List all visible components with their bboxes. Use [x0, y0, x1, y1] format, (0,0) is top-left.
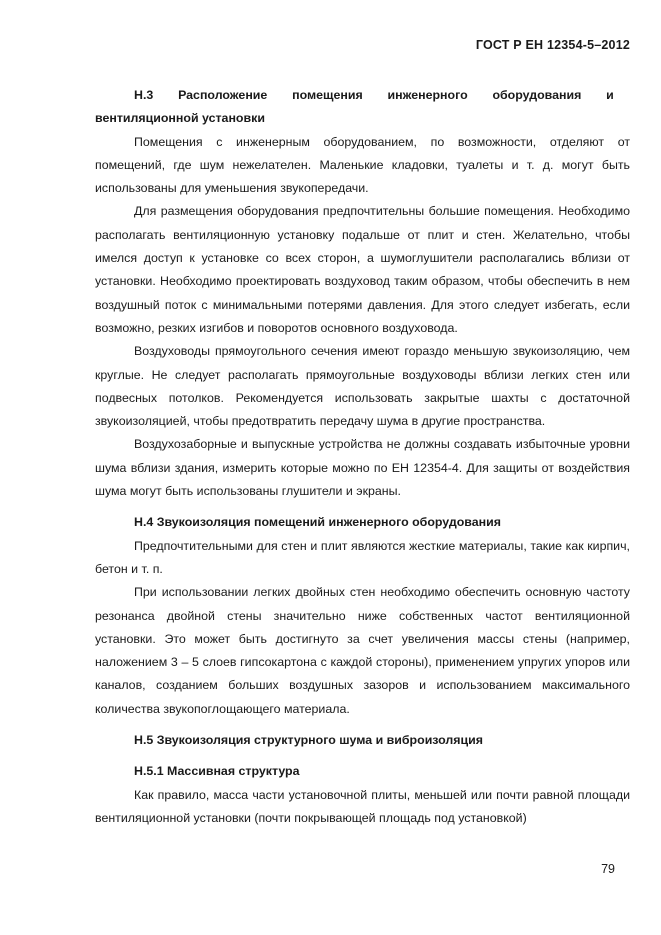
paragraph: Воздуховоды прямоугольного сечения имеют гораздо меньшую звукоизоляцию, чем круглые. Не следует располагать прямоугольные воздуховоды вблизи легких стен или подвесных потолков. Рекомендуется использовать закрытые шахты с достаточной звукоизоляцией, чтобы предотвратить передачу шума в другие пространства.	[95, 344, 630, 429]
paragraph: Помещения с инженерным оборудованием, по возможности, отделяют от помещений, где шум нежелателен. Маленькие кладовки, туалеты и т. д. могут быть использованы для уменьшения звукопередачи.	[95, 134, 630, 196]
standard-designation: ГОСТ Р ЕН 12354-5–2012	[475, 38, 630, 52]
paragraph: Как правило, масса части установочной плиты, меньшей или почти равной площади вентиляционной установки (почти покрывающей площадь под установкой)	[95, 787, 630, 825]
paragraph: Для размещения оборудования предпочтительны большие помещения. Необходимо располагать вентиляционную установку подальше от плит и стен. Желательно, чтобы имелся доступ к установке со всех сторон, а шумоглушители располагались вблизи от установки. Необходимо проектировать воздуховод таким образом, чтобы обеспечить в нем воздушный поток с минимальными потерями давления. Для этого следует избегать, если возможно, резких изгибов и поворотов основного воздуховода.	[95, 204, 630, 335]
document-body	[95, 84, 630, 830]
section-heading-h3: Н.3 Расположение помещения инженерного оборудования и вентиляционной установки	[95, 88, 614, 126]
paragraph: При использовании легких двойных стен необходимо обеспечить основную частоту резонанса двойной стены значительно ниже собственных частот вентиляционной установки. Это может быть достигнуто за счет увеличения массы стены (например, наложением 3 – 5 слоев гипсокартона с каждой стороны), применением упругих упоров или каналов, созданием больших воздушных зазоров и использованием максимального количества звукопоглощающего материала.	[95, 585, 630, 716]
page-number: 79	[601, 862, 615, 876]
section-heading-h5: Н.5 Звукоизоляция структурного шума и виброизоляция	[134, 733, 483, 748]
section-heading-h4: Н.4 Звукоизоляция помещений инженерного оборудования	[134, 515, 501, 530]
section-heading-h5-1: Н.5.1 Массивная структура	[134, 764, 300, 779]
paragraph: Предпочтительными для стен и плит являются жесткие материалы, такие как кирпич, бетон и т. п.	[95, 538, 630, 576]
paragraph: Воздухозаборные и выпускные устройства не должны создавать избыточные уровни шума вблизи здания, измерить которые можно по ЕН 12354-4. Для защиты от воздействия шума могут быть использованы глушители и экраны.	[95, 437, 630, 499]
